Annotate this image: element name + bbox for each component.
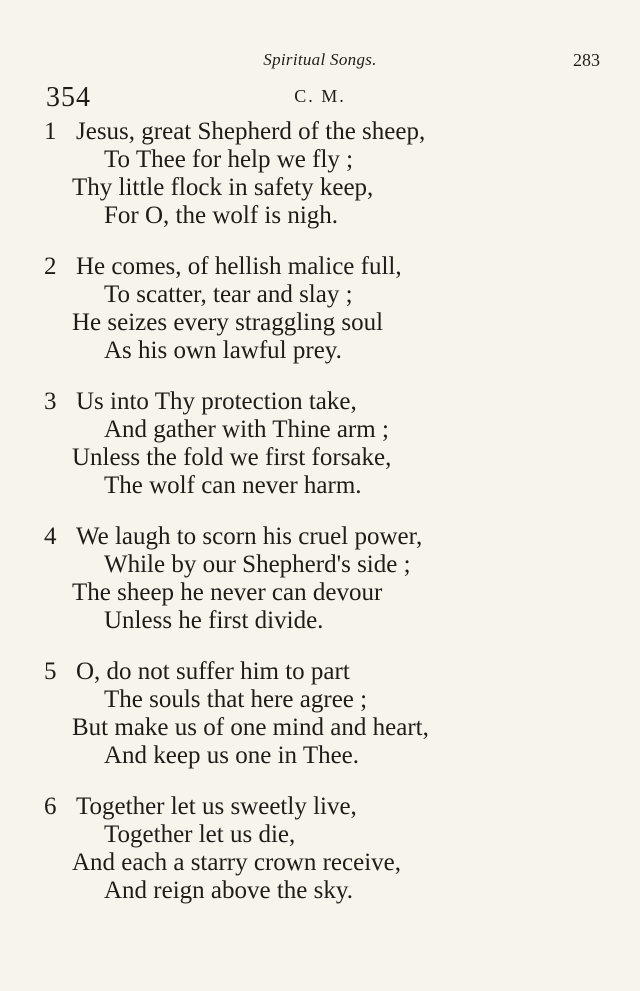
verse-line: Unless the fold we first forsake, bbox=[72, 444, 392, 471]
verse-line: Together let us sweetly live, bbox=[76, 793, 357, 820]
verse-line: The sheep he never can devour bbox=[72, 579, 383, 606]
verse-line: The souls that here agree ; bbox=[104, 686, 368, 713]
verse-line: And gather with Thine arm ; bbox=[104, 416, 389, 443]
hymn-meter: C. M. bbox=[294, 86, 346, 106]
verse-line: But make us of one mind and heart, bbox=[72, 714, 429, 741]
verse-line: And reign above the sky. bbox=[104, 877, 354, 904]
verse-line: Thy little flock in safety keep, bbox=[72, 174, 374, 201]
verse-number: 4 bbox=[44, 523, 57, 550]
verse-line: He comes, of hellish malice full, bbox=[76, 253, 402, 280]
verse-line: For O, the wolf is nigh. bbox=[104, 202, 339, 229]
verse-number: 6 bbox=[44, 793, 57, 820]
verse-line: Us into Thy protection take, bbox=[76, 388, 357, 415]
verse-line: O, do not suffer him to part bbox=[76, 658, 350, 685]
verse-number: 2 bbox=[44, 253, 57, 280]
verse-line: He seizes every straggling soul bbox=[72, 309, 384, 336]
verse-line: The wolf can never harm. bbox=[104, 472, 362, 499]
verse-line: Together let us die, bbox=[104, 821, 296, 848]
verse-line: Jesus, great Shepherd of the sheep, bbox=[76, 118, 426, 145]
verse-line: While by our Shepherd's side ; bbox=[104, 551, 411, 578]
page-number: 283 bbox=[573, 50, 600, 70]
running-title: Spiritual Songs. bbox=[263, 50, 377, 69]
hymn-number: 354 bbox=[46, 82, 91, 113]
verse-number: 3 bbox=[44, 388, 57, 415]
verse-line: To Thee for help we fly ; bbox=[104, 146, 354, 173]
verse-line: And keep us one in Thee. bbox=[104, 742, 360, 769]
verse-line: To scatter, tear and slay ; bbox=[104, 281, 353, 308]
verse-line: And each a starry crown receive, bbox=[72, 849, 401, 876]
verse-line: As his own lawful prey. bbox=[104, 337, 342, 364]
verse-line: Unless he first divide. bbox=[104, 607, 324, 634]
verse-line: We laugh to scorn his cruel power, bbox=[76, 523, 423, 550]
verse-number: 5 bbox=[44, 658, 57, 685]
verse-number: 1 bbox=[44, 118, 57, 145]
